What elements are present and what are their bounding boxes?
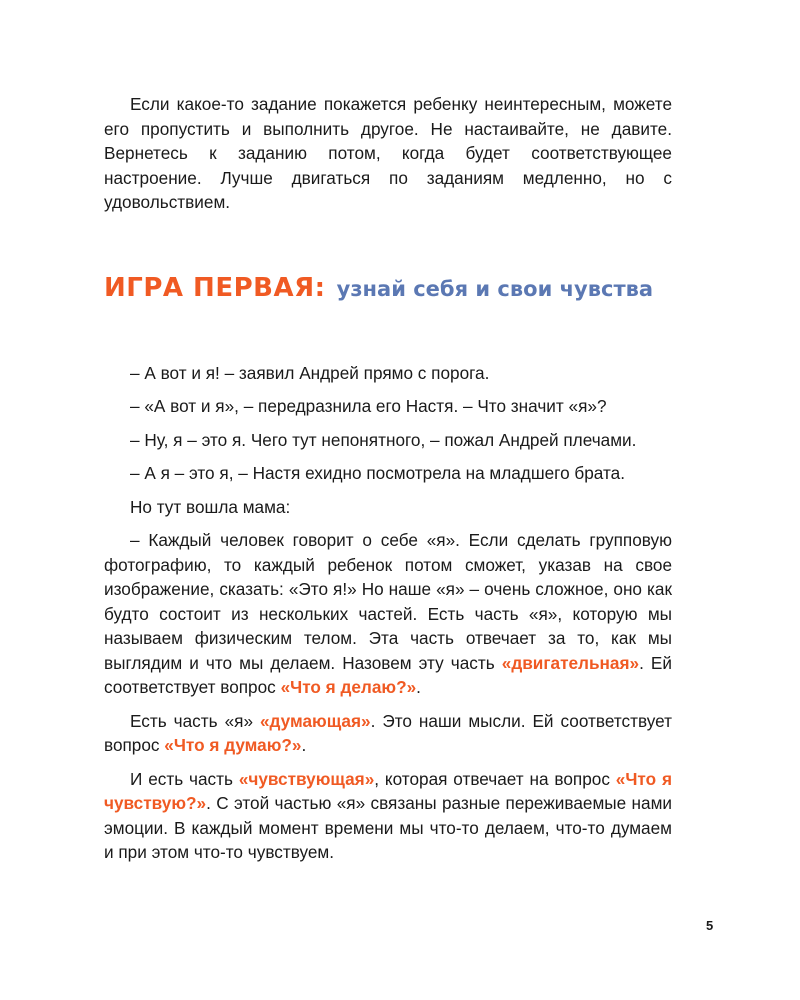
feeling-paragraph bbox=[104, 767, 672, 865]
dialog-line: Но тут вошла мама: bbox=[130, 496, 291, 517]
thinking-text: Есть часть «я» bbox=[130, 710, 260, 731]
heading-game-number: ИГРА ПЕРВАЯ: bbox=[104, 272, 326, 303]
mama-text: . bbox=[416, 677, 421, 697]
mama-text: – Каждый человек говорит о себе «я». Если сделать групповую фотографию, то каждый ребенок потом сможет, указав на свое изображение, сказать: «Это я!» Но наше «я» – очень сложное, оно как будто состоит из нескольких частей. Есть часть «я», которую мы называем физическим телом. Эта часть отвечает за то, как мы выглядим и что мы делаем. Назовем эту часть bbox=[104, 530, 672, 673]
page-content bbox=[104, 92, 672, 874]
feeling-text: . С этой частью «я» связаны разные переживаемые нами эмоции. В каждый момент времени мы что-то делаем, что-то думаем и при этом что-то чувствуем. bbox=[104, 793, 672, 862]
thinking-text: . bbox=[301, 735, 307, 755]
dialog-line: – «А вот и я», – передразнила его Настя. – Что значит «я»? bbox=[130, 396, 607, 416]
dialog-block bbox=[104, 361, 672, 865]
highlight-question: «Что я думаю?» bbox=[164, 735, 302, 755]
dialog-line: – А я – это я, – Настя ехидно посмотрела на младшего брата. bbox=[130, 463, 626, 483]
highlight-term: «двигательная» bbox=[501, 652, 640, 673]
section-heading bbox=[104, 267, 672, 307]
thinking-text: . Это наши мысли. Ей соответствует вопрос bbox=[104, 710, 672, 755]
dialog-line: – Ну, я – это я. Чего тут непонятного, – пожал Андрей плечами. bbox=[130, 429, 637, 450]
highlight-term: «думающая» bbox=[259, 710, 371, 731]
highlight-question: «Что я делаю?» bbox=[280, 677, 417, 697]
heading-subtitle: узнай себя и свои чувства bbox=[336, 276, 654, 301]
thinking-paragraph bbox=[104, 709, 672, 758]
page-number: 5 bbox=[706, 918, 714, 933]
mama-paragraph bbox=[104, 528, 672, 700]
intro-paragraph: Если какое-то задание покажется ребенку неинтересным, можете его пропустить и выполнить другое. Не настаивайте, не давите. Вернетесь к заданию потом, когда будет соответствующее настроение. Лучше двигаться по заданиям медленно, но с удовольствием. bbox=[104, 94, 672, 212]
highlight-term: «чувствующая» bbox=[238, 768, 375, 789]
feeling-text: , которая отвечает на вопрос bbox=[374, 768, 616, 789]
highlight-question: «Что я чувствую?» bbox=[104, 768, 672, 813]
mama-text: . Ей соответствует вопрос bbox=[104, 652, 672, 697]
feeling-text: И есть часть bbox=[130, 768, 239, 789]
dialog-line: – А вот и я! – заявил Андрей прямо с порога. bbox=[130, 362, 490, 383]
